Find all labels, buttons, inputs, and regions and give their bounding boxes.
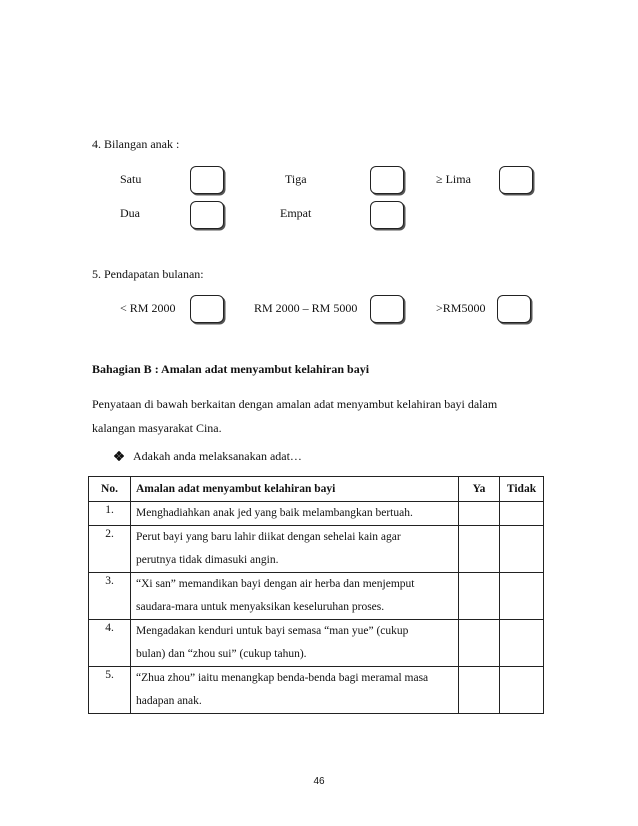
row-text <box>131 502 459 526</box>
row-text <box>131 667 459 714</box>
bullet-text: Adakah anda melaksanakan adat… <box>133 449 302 463</box>
checkbox-dua[interactable] <box>190 201 224 229</box>
option-label-satu: Satu <box>120 172 142 186</box>
q4-label: 4. Bilangan anak : <box>92 137 180 151</box>
bullet-item <box>114 449 302 464</box>
header-no: No. <box>89 477 131 502</box>
row-text-line: Perut bayi yang baru lahir diikat dengan sehelai kain agar <box>136 531 401 543</box>
ya-cell[interactable] <box>459 620 500 667</box>
row-number: 4. <box>89 620 131 667</box>
option-label-empat: Empat <box>280 206 312 220</box>
checkbox-tiga[interactable] <box>370 166 404 194</box>
table-row <box>89 620 544 667</box>
header-tidak: Tidak <box>500 477 544 502</box>
checkbox-2000-5000[interactable] <box>370 295 404 323</box>
row-text <box>131 573 459 620</box>
row-text-line: Mengadakan kenduri untuk bayi semasa “man yue” (cukup <box>136 625 409 637</box>
header-practice: Amalan adat menyambut kelahiran bayi <box>131 477 459 502</box>
section-b-intro-line2: kalangan masyarakat Cina. <box>92 421 222 435</box>
table-header-row <box>89 477 544 502</box>
option-label-dua: Dua <box>120 206 140 220</box>
ya-cell[interactable] <box>459 526 500 573</box>
ya-cell[interactable] <box>459 502 500 526</box>
q5-label: 5. Pendapatan bulanan: <box>92 267 204 281</box>
tidak-cell[interactable] <box>500 667 544 714</box>
section-b-intro-line1: Penyataan di bawah berkaitan dengan amalan adat menyambut kelahiran bayi dalam <box>92 397 498 411</box>
practices-table <box>88 476 544 714</box>
row-text-line: “Xi san” memandikan bayi dengan air herba dan menjemput <box>136 578 415 590</box>
row-text-line: Menghadiahkan anak jed yang baik melambangkan bertuah. <box>136 507 413 519</box>
section-b-heading: Bahagian B : Amalan adat menyambut kelahiran bayi <box>92 362 370 376</box>
checkbox-above-5000[interactable] <box>497 295 531 323</box>
tidak-cell[interactable] <box>500 573 544 620</box>
row-text-line: “Zhua zhou” iaitu menangkap benda-benda bagi meramal masa <box>136 672 429 684</box>
header-ya: Ya <box>459 477 500 502</box>
table-row <box>89 667 544 714</box>
checkbox-satu[interactable] <box>190 166 224 194</box>
row-number: 5. <box>89 667 131 714</box>
row-number: 1. <box>89 502 131 526</box>
ya-cell[interactable] <box>459 667 500 714</box>
row-number: 2. <box>89 526 131 573</box>
ya-cell[interactable] <box>459 573 500 620</box>
row-text <box>131 620 459 667</box>
option-label-below-2000: < RM 2000 <box>120 301 176 315</box>
row-text-line: bulan) dan “zhou sui” (cukup tahun). <box>136 648 307 660</box>
row-text-line: saudara-mara untuk menyaksikan keseluruhan proses. <box>136 601 385 613</box>
option-label-above-5000: >RM5000 <box>436 301 486 315</box>
checkbox-below-2000[interactable] <box>190 295 224 323</box>
tidak-cell[interactable] <box>500 620 544 667</box>
row-text <box>131 526 459 573</box>
tidak-cell[interactable] <box>500 502 544 526</box>
tidak-cell[interactable] <box>500 526 544 573</box>
table-row <box>89 573 544 620</box>
option-label-2000-5000: RM 2000 – RM 5000 <box>254 301 358 315</box>
checkbox-empat[interactable] <box>370 201 404 229</box>
checkbox-lima[interactable] <box>499 166 533 194</box>
row-number: 3. <box>89 573 131 620</box>
row-text-line: perutnya tidak dimasuki angin. <box>136 554 279 566</box>
row-text-line: hadapan anak. <box>136 695 202 707</box>
option-label-tiga: Tiga <box>285 172 307 186</box>
table-row <box>89 526 544 573</box>
page-number: 46 <box>313 776 325 787</box>
table-row <box>89 502 544 526</box>
option-label-lima: ≥ Lima <box>436 172 471 186</box>
diamond-bullet-icon <box>114 449 126 464</box>
